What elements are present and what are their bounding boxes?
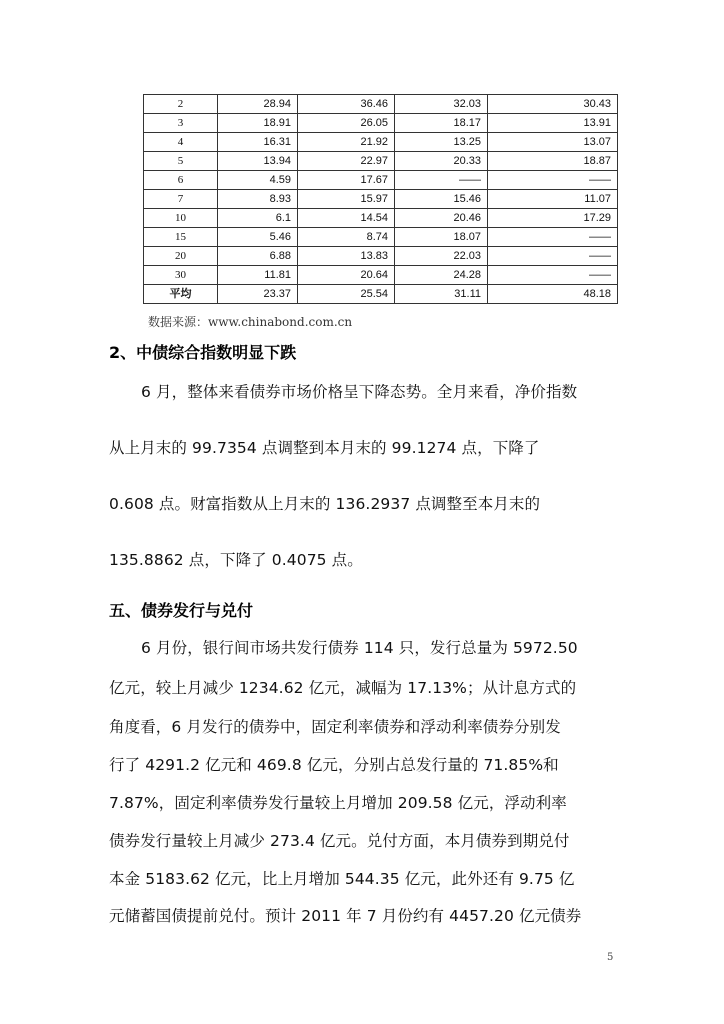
table-cell-value: 31.11 <box>395 285 488 304</box>
table-cell-value: 14.54 <box>298 209 395 228</box>
table-cell-value: 13.91 <box>488 114 618 133</box>
table-cell-value: —— <box>488 171 618 190</box>
table-row <box>144 95 618 114</box>
table-cell-value: 13.07 <box>488 133 618 152</box>
table-cell-value: 13.83 <box>298 247 395 266</box>
table-cell-value: 4.59 <box>218 171 298 190</box>
table-row <box>144 114 618 133</box>
paragraph-line: 从上月末的 99.7354 点调整到本月末的 99.1274 点，下降了 <box>109 439 540 457</box>
table-cell-value: 17.29 <box>488 209 618 228</box>
table-row <box>144 285 618 304</box>
table-cell-term: 4 <box>144 133 218 152</box>
yield-table-body <box>144 95 618 304</box>
table-cell-value: 25.54 <box>298 285 395 304</box>
table-row <box>144 266 618 285</box>
table-cell-value: 36.46 <box>298 95 395 114</box>
table-row <box>144 209 618 228</box>
table-row <box>144 133 618 152</box>
table-cell-value: —— <box>488 247 618 266</box>
paragraph-line: 本金 5183.62 亿元，比上月增加 544.35 亿元，此外还有 9.75 亿 <box>109 870 575 888</box>
table-cell-value: 28.94 <box>218 95 298 114</box>
table-cell-term: 7 <box>144 190 218 209</box>
table-row <box>144 152 618 171</box>
table-cell-value: 30.43 <box>488 95 618 114</box>
table-cell-term: 15 <box>144 228 218 247</box>
table-cell-value: 20.33 <box>395 152 488 171</box>
paragraph-line: 角度看，6 月发行的债券中，固定利率债券和浮动利率债券分别发 <box>109 718 561 736</box>
table-cell-value: 15.97 <box>298 190 395 209</box>
table-cell-value: 48.18 <box>488 285 618 304</box>
table-cell-value: —— <box>488 228 618 247</box>
table-cell-term: 2 <box>144 95 218 114</box>
table-cell-term: 10 <box>144 209 218 228</box>
table-cell-term: 5 <box>144 152 218 171</box>
table-cell-term: 6 <box>144 171 218 190</box>
paragraph-line: 亿元，较上月减少 1234.62 亿元，减幅为 17.13%；从计息方式的 <box>109 679 577 697</box>
table-cell-value: 6.1 <box>218 209 298 228</box>
table-cell-value: 20.46 <box>395 209 488 228</box>
section-5-heading: 五、债券发行与兑付 <box>109 601 254 620</box>
table-cell-value: 15.46 <box>395 190 488 209</box>
table-cell-value: 8.93 <box>218 190 298 209</box>
data-source-note: 数据来源：www.chinabond.com.cn <box>148 315 353 329</box>
yield-table <box>143 94 618 304</box>
table-cell-value: 24.28 <box>395 266 488 285</box>
table-cell-value: 17.67 <box>298 171 395 190</box>
table-row <box>144 228 618 247</box>
table-cell-value: 11.07 <box>488 190 618 209</box>
table-cell-term: 平均 <box>144 285 218 304</box>
table-cell-value: 22.97 <box>298 152 395 171</box>
table-cell-value: 18.07 <box>395 228 488 247</box>
table-cell-value: 13.94 <box>218 152 298 171</box>
table-cell-value: 18.17 <box>395 114 488 133</box>
paragraph-line: 行了 4291.2 亿元和 469.8 亿元，分别占总发行量的 71.85%和 <box>109 756 559 774</box>
table-cell-term: 3 <box>144 114 218 133</box>
table-cell-value: 11.81 <box>218 266 298 285</box>
table-cell-value: 16.31 <box>218 133 298 152</box>
paragraph-line: 债券发行量较上月减少 273.4 亿元。兑付方面，本月债券到期兑付 <box>109 832 570 850</box>
table-row <box>144 171 618 190</box>
table-cell-value: 22.03 <box>395 247 488 266</box>
table-cell-value: —— <box>395 171 488 190</box>
page-number: 5 <box>607 952 614 963</box>
paragraph-line: 7.87%，固定利率债券发行量较上月增加 209.58 亿元，浮动利率 <box>109 794 567 812</box>
table-cell-value: 8.74 <box>298 228 395 247</box>
table-cell-value: 18.87 <box>488 152 618 171</box>
paragraph-line: 6 月份，银行间市场共发行债券 114 只，发行总量为 5972.50 <box>141 639 578 657</box>
table-cell-value: 6.88 <box>218 247 298 266</box>
table-cell-value: 21.92 <box>298 133 395 152</box>
table-cell-value: 5.46 <box>218 228 298 247</box>
table-cell-value: 20.64 <box>298 266 395 285</box>
paragraph-line: 135.8862 点，下降了 0.4075 点。 <box>109 551 363 569</box>
table-row <box>144 190 618 209</box>
paragraph-line: 6 月，整体来看债券市场价格呈下降态势。全月来看，净价指数 <box>141 383 578 401</box>
table-cell-term: 30 <box>144 266 218 285</box>
table-cell-value: 26.05 <box>298 114 395 133</box>
section-2-heading: 2、中债综合指数明显下跌 <box>109 343 297 362</box>
table-cell-value: 18.91 <box>218 114 298 133</box>
table-cell-value: 32.03 <box>395 95 488 114</box>
table-cell-value: —— <box>488 266 618 285</box>
paragraph-line: 元储蓄国债提前兑付。预计 2011 年 7 月份约有 4457.20 亿元债券 <box>109 907 582 925</box>
table-cell-value: 23.37 <box>218 285 298 304</box>
paragraph-line: 0.608 点。财富指数从上月末的 136.2937 点调整至本月末的 <box>109 495 541 513</box>
table-cell-value: 13.25 <box>395 133 488 152</box>
table-cell-term: 20 <box>144 247 218 266</box>
table-row <box>144 247 618 266</box>
